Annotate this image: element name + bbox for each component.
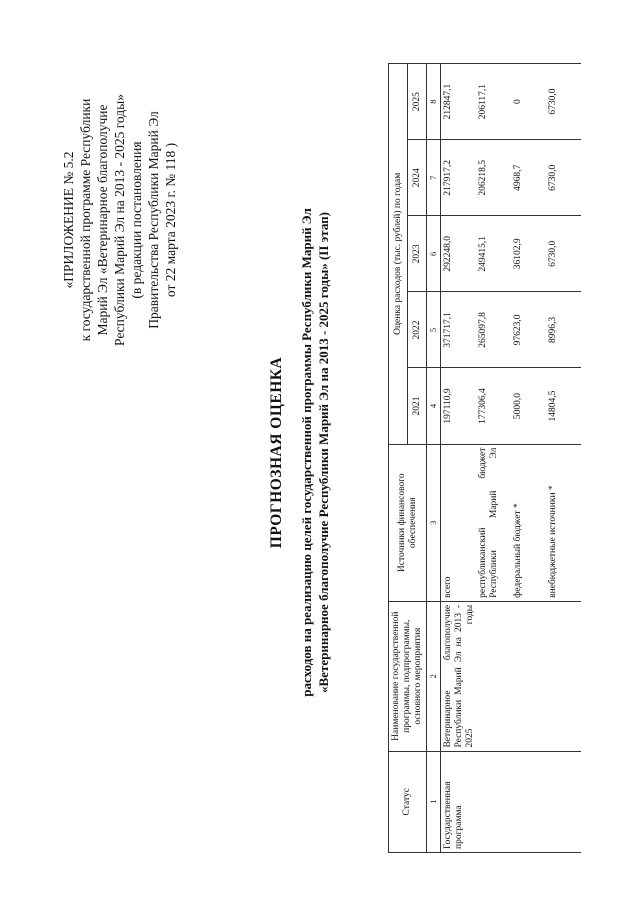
- column-number: 5: [427, 292, 441, 368]
- value-cell: 8996,3: [546, 292, 581, 368]
- column-number: 1: [427, 751, 441, 852]
- value-cell: 177306,4: [476, 368, 511, 444]
- header-source: Источники финансового обеспечения: [389, 444, 427, 601]
- value-cell: 265097,8: [476, 292, 511, 368]
- header-estimate: Оценка расходов (тыс. рублей) по годам: [389, 64, 408, 445]
- value-cell: 6730,0: [546, 64, 581, 140]
- header-year: 2025: [408, 64, 427, 140]
- value-cell: 217917,2: [441, 140, 477, 216]
- appendix-line: Марий Эл «Ветеринарное благополучие: [95, 104, 110, 336]
- source-cell: федеральный бюджет *: [511, 444, 546, 601]
- value-cell: 6730,0: [546, 140, 581, 216]
- appendix-line: (в редакции постановления: [129, 141, 144, 299]
- header-name: Наименование государственной программы, подпрограммы, основного мероприятия: [389, 601, 427, 751]
- value-cell: 5000,0: [511, 368, 546, 444]
- title-line-2: «Ветеринарное благополучие Республики Марий Эл на 2013 - 2025 годы» (II этап): [316, 212, 331, 693]
- value-cell: 4968,7: [511, 140, 546, 216]
- source-cell: республиканский бюджет Республики Марий Эл: [476, 444, 511, 601]
- title-heading: ПРОГНОЗНАЯ ОЦЕНКА: [268, 356, 285, 549]
- value-cell: 249415,1: [476, 216, 511, 292]
- appendix-line: Республики Марий Эл на 2013 - 2025 годы»: [112, 94, 127, 346]
- value-cell: 6730,0: [546, 216, 581, 292]
- value-cell: 14804,5: [546, 368, 581, 444]
- value-cell: 0: [511, 64, 546, 140]
- program-name-cell: Ветеринарное благополучие Республики Марий Эл на 2013 - 2025 годы: [441, 601, 582, 751]
- value-cell: 292248,0: [441, 216, 477, 292]
- column-number: 2: [427, 601, 441, 751]
- appendix-header: [60, 55, 179, 385]
- header-status: Статус: [389, 751, 427, 852]
- status-cell: Государственная программа: [441, 751, 582, 852]
- value-cell: 212847,1: [441, 64, 477, 140]
- column-number: 8: [427, 64, 441, 140]
- title-line-1: расходов на реализацию целей государственной программы Республики Марий Эл: [299, 208, 314, 697]
- column-number: 7: [427, 140, 441, 216]
- header-year: 2024: [408, 140, 427, 216]
- source-cell: всего: [441, 444, 477, 601]
- header-year: 2023: [408, 216, 427, 292]
- value-cell: 97623,0: [511, 292, 546, 368]
- value-cell: 206117,1: [476, 64, 511, 140]
- value-cell: 197110,9: [441, 368, 477, 444]
- appendix-line: «ПРИЛОЖЕНИЕ № 5.2: [61, 151, 76, 289]
- appendix-line: к государственной программе Республики: [78, 98, 93, 342]
- column-number: 3: [427, 444, 441, 601]
- appendix-line: от 22 марта 2023 г. № 118 ): [163, 142, 178, 298]
- appendix-line: Правительства Республики Марий Эл: [146, 111, 161, 329]
- source-cell: внебюджетные источники *: [546, 444, 581, 601]
- value-cell: 36102,9: [511, 216, 546, 292]
- value-cell: 371717,1: [441, 292, 477, 368]
- budget-table: [388, 63, 581, 853]
- header-year: 2021: [408, 368, 427, 444]
- header-year: 2022: [408, 292, 427, 368]
- column-number: 4: [427, 368, 441, 444]
- document-title: [268, 0, 332, 905]
- value-cell: 206218,5: [476, 140, 511, 216]
- column-number: 6: [427, 216, 441, 292]
- table-row: [441, 64, 477, 853]
